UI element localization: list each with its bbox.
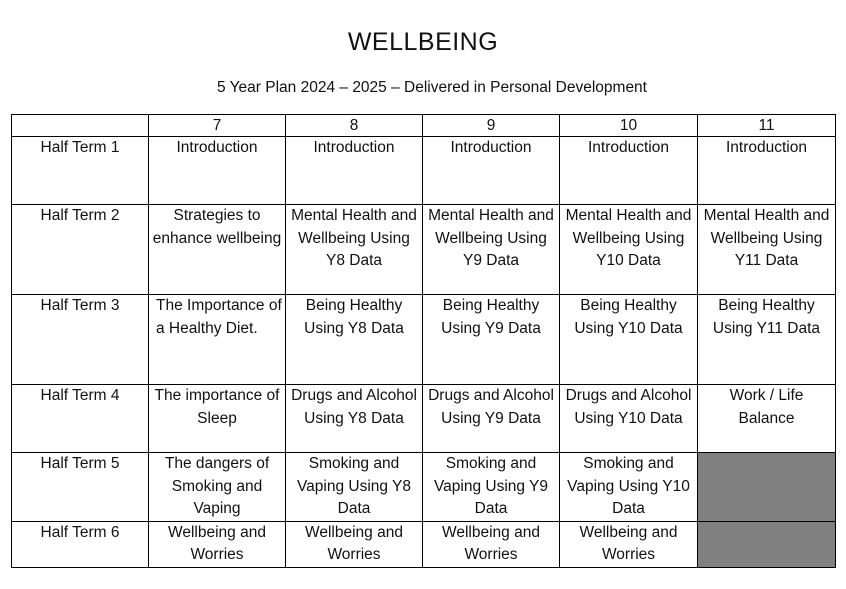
- term-label-cell: Half Term 4: [12, 385, 149, 453]
- table-cell: The Importance of a Healthy Diet.: [149, 295, 286, 385]
- header-cell-year-7: 7: [149, 115, 286, 137]
- term-label-cell: Half Term 6: [12, 521, 149, 567]
- table-cell: Wellbeing and Worries: [286, 521, 423, 567]
- table-cell: Being Healthy Using Y11 Data: [698, 295, 836, 385]
- table-cell: Mental Health and Wellbeing Using Y8 Data: [286, 205, 423, 295]
- table-row: [12, 521, 836, 567]
- header-cell-year-11: 11: [698, 115, 836, 137]
- table-cell: Wellbeing and Worries: [149, 521, 286, 567]
- table-cell: The dangers of Smoking and Vaping: [149, 453, 286, 522]
- table-cell: Drugs and Alcohol Using Y10 Data: [560, 385, 698, 453]
- table-row: [12, 137, 836, 205]
- table-cell: Introduction: [423, 137, 560, 205]
- shaded-empty-cell: [698, 521, 836, 567]
- table-cell: Being Healthy Using Y8 Data: [286, 295, 423, 385]
- table-cell: Smoking and Vaping Using Y8 Data: [286, 453, 423, 522]
- table-cell: The importance of Sleep: [149, 385, 286, 453]
- table-cell: Wellbeing and Worries: [560, 521, 698, 567]
- shaded-empty-cell: [698, 453, 836, 522]
- table-cell: Mental Health and Wellbeing Using Y9 Data: [423, 205, 560, 295]
- table-cell: Wellbeing and Worries: [423, 521, 560, 567]
- table-cell: Strategies to enhance wellbeing: [149, 205, 286, 295]
- table-row: [12, 205, 836, 295]
- table-cell: Introduction: [698, 137, 836, 205]
- table-cell: Drugs and Alcohol Using Y9 Data: [423, 385, 560, 453]
- table-cell: Mental Health and Wellbeing Using Y10 Data: [560, 205, 698, 295]
- table-row: [12, 453, 836, 522]
- table-cell: Smoking and Vaping Using Y9 Data: [423, 453, 560, 522]
- table-row: [12, 295, 836, 385]
- header-cell-year-8: 8: [286, 115, 423, 137]
- document-title: WELLBEING: [347, 28, 499, 56]
- header-cell-year-10: 10: [560, 115, 698, 137]
- table-header-row: [12, 115, 836, 137]
- document-subtitle: 5 Year Plan 2024 – 2025 – Delivered in Personal Development: [217, 79, 647, 96]
- table-cell: Introduction: [149, 137, 286, 205]
- table-cell: Being Healthy Using Y10 Data: [560, 295, 698, 385]
- table-row: [12, 385, 836, 453]
- curriculum-plan-table: [11, 114, 836, 568]
- term-label-cell: Half Term 5: [12, 453, 149, 522]
- term-label-cell: Half Term 3: [12, 295, 149, 385]
- table-cell: Mental Health and Wellbeing Using Y11 Data: [698, 205, 836, 295]
- table-cell: Introduction: [560, 137, 698, 205]
- header-cell-year-9: 9: [423, 115, 560, 137]
- header-cell-blank: [12, 115, 149, 137]
- term-label-cell: Half Term 1: [12, 137, 149, 205]
- table-cell: Work / Life Balance: [698, 385, 836, 453]
- table-cell: Drugs and Alcohol Using Y8 Data: [286, 385, 423, 453]
- table-cell: Being Healthy Using Y9 Data: [423, 295, 560, 385]
- term-label-cell: Half Term 2: [12, 205, 149, 295]
- table-cell: Introduction: [286, 137, 423, 205]
- table-cell: Smoking and Vaping Using Y10 Data: [560, 453, 698, 522]
